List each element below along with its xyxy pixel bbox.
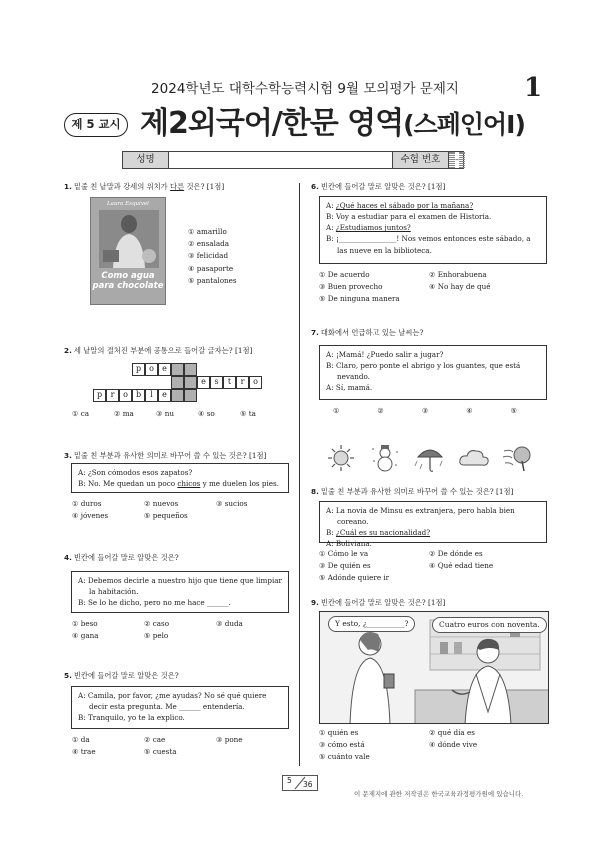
q5-choices [72, 734, 288, 758]
wind-tree-icon [502, 443, 536, 473]
q8-underlined-phrase: ¿Cuál es su nacionalidad? [336, 528, 431, 538]
exam-number-dash: – [455, 152, 460, 168]
q3-underlined-word: chicos [177, 479, 201, 489]
grid-cell: t [223, 376, 236, 389]
umbrella-rain-icon [413, 443, 447, 473]
q5-choice-2[interactable]: ② cae [144, 735, 166, 744]
q5-choice-1[interactable]: ① da [72, 735, 90, 744]
grid-cell: p [132, 363, 145, 376]
grid-cell: o [145, 363, 158, 376]
grid-blank-cell [171, 376, 184, 389]
q2-prompt: 2. 세 낱말의 결처진 부분에 공통으로 들어갈 글자는? [1점] [64, 346, 253, 355]
q2-choices [72, 408, 282, 420]
q9-choice-2[interactable]: ② qué día es [429, 728, 475, 737]
page-number: 1 [524, 73, 543, 103]
q3-line-b: B: No. Me quedan un poco chicos y me duelen los pies. [78, 479, 280, 489]
q7-choice-5[interactable]: ⑤ [510, 406, 518, 415]
exam-header-line: 2024학년도 대학수학능력시험 9월 모의평가 문제지 [151, 81, 459, 97]
book-cover-image [90, 197, 166, 305]
grid-blank-cell [184, 389, 197, 402]
q8-line-3: A: Boliviana. [326, 539, 372, 549]
q8-choice-5[interactable]: ⑤ Adónde quiere ir [319, 573, 390, 583]
q9-choices [319, 727, 539, 764]
q9-choice-1[interactable]: ① quién es [319, 728, 359, 737]
q6-line-2: B: Voy a estudiar para el examen de Historia. [326, 212, 492, 222]
q1-prompt: 1. 밑줄 친 낱말과 강세의 위치가 다른 것은? [1점] [64, 182, 225, 191]
q7-line-3: A: Sí, mamá. [326, 383, 373, 393]
book-photo [99, 210, 159, 268]
q4-line-b: B: Se lo he dicho, pero no me hace ______. [78, 598, 231, 608]
q8-line-2: B: ¿Cuál es su nacionalidad? [326, 528, 431, 538]
q2-choice-5[interactable]: ⑤ ta [240, 409, 256, 418]
q6-line-1: A: ¿Qué haces el sábado por la mañana? [326, 201, 474, 210]
q7-line-1: A: ¡Mamá! ¿Puedo salir a jugar? [326, 350, 444, 359]
q6-line-3: A: ¿Estudiamos juntos? [326, 223, 411, 233]
q4-choice-5[interactable]: ⑤ pelo [144, 631, 169, 641]
grid-blank-cell [171, 363, 184, 376]
book-author: Laura Esquivel [107, 201, 149, 207]
grid-cell: s [210, 376, 223, 389]
q3-choice-5[interactable]: ⑤ pequeños [144, 511, 188, 521]
grid-cell: e [197, 376, 210, 389]
q5-prompt: 5. 빈칸에 들어갈 말로 알맞은 것은? [64, 671, 179, 680]
speech-bubble-customer: Y esto, ¿__________? [328, 616, 415, 632]
q6-choice-5[interactable]: ⑤ De ninguna manera [319, 294, 400, 304]
grid-cell: r [236, 376, 249, 389]
q6-choices [319, 269, 539, 306]
q4-choice-2[interactable]: ② caso [144, 619, 170, 628]
q8-choice-3[interactable]: ③ De quién es [319, 561, 371, 571]
q7-line-2: B: Claro, pero ponte el abrigo y los guantes, que está nevando. [326, 361, 521, 382]
speech-bubble-clerk: Cuatro euros con noventa. [432, 617, 547, 633]
snowman-icon [368, 443, 402, 473]
q5-dialogue-box [71, 686, 289, 729]
q3-dialogue-box [71, 463, 289, 493]
q3-prompt: 3. 밑줄 친 부분과 유사한 의미로 바꾸어 쓸 수 있는 것은? [1점] [64, 451, 267, 460]
q8-choice-2[interactable]: ② De dónde es [429, 549, 483, 558]
q3-choices [72, 498, 288, 522]
exam-title-sub: (스페인어Ⅰ) [403, 110, 525, 139]
q8-line-1: A: La novia de Minsu es extranjera, pero habla bien coreano. [326, 506, 515, 527]
grid-blank-cell [171, 389, 184, 402]
q2-choice-2[interactable]: ② ma [114, 409, 134, 418]
exam-number-label: 수험 번호 [393, 152, 449, 168]
grid-cell: e [158, 363, 171, 376]
q1-choice-3[interactable]: ③ felicidad [188, 251, 229, 261]
q7-choice-4[interactable]: ④ [466, 406, 473, 415]
q7-choice-2[interactable]: ② [377, 406, 384, 415]
q2-choice-4[interactable]: ④ so [198, 409, 215, 418]
q6-choice-4[interactable]: ④ No hay de qué [429, 282, 491, 292]
q8-choices [319, 548, 539, 585]
q9-prompt: 9. 빈칸에 들어갈 말로 알맞은 것은? [1점] [311, 598, 446, 607]
q9-choice-4[interactable]: ④ dónde vive [429, 740, 478, 750]
q1-choice-1[interactable]: ① amarillo [188, 227, 227, 236]
exam-number-field[interactable] [449, 152, 463, 168]
q7-choice-1[interactable]: ① [333, 406, 340, 415]
grid-blank-cell [184, 376, 197, 389]
q8-choice-1[interactable]: ① Cómo le va [319, 549, 369, 558]
q7-prompt: 7. 대화에서 언급하고 있는 날씨는? [311, 328, 424, 337]
name-field[interactable] [169, 152, 393, 168]
q4-line-a: A: Debemos decirle a nuestro hijo que tiene que limpiar la habitación. [78, 576, 282, 597]
grid-cell: o [249, 376, 262, 389]
q1-choice-2[interactable]: ② ensalada [188, 239, 230, 249]
q4-choice-4[interactable]: ④ gana [72, 631, 99, 641]
q6-dialogue-box [319, 196, 547, 264]
grid-cell: b [132, 389, 145, 402]
name-and-number-row [122, 151, 464, 169]
q5-line-a: A: Camila, por favor, ¿me ayudas? No sé qué quiere decir esta pregunta. Me ______ entendería. [78, 691, 267, 712]
shop-illustration [319, 611, 549, 724]
period-badge: 제 5 교시 [64, 113, 128, 137]
grid-blank-cell [184, 363, 197, 376]
cloud-icon [457, 443, 491, 473]
q4-choice-3[interactable]: ③ duda [216, 619, 243, 628]
q2-choice-3[interactable]: ③ nu [156, 409, 174, 418]
grid-cell: r [106, 389, 119, 402]
q3-choice-1[interactable]: ① duros [72, 499, 102, 508]
grid-cell: l [145, 389, 158, 402]
q4-choices [72, 618, 288, 642]
exam-title [140, 104, 525, 145]
q1-choice-5[interactable]: ⑤ pantalones [188, 275, 237, 285]
q9-choice-5[interactable]: ⑤ cuánto vale [319, 752, 370, 762]
q8-choice-4[interactable]: ④ Qué edad tiene [429, 561, 494, 571]
q1-choice-4[interactable]: ④ pasaporte [188, 263, 234, 273]
copyright-notice: 이 문제지에 관한 저작권은 한국교육과정평가원에 있습니다. [354, 790, 524, 798]
q3-choice-3[interactable]: ③ sucios [216, 499, 248, 508]
q4-choice-1[interactable]: ① beso [72, 619, 98, 628]
q8-prompt: 8. 밑줄 친 부분과 유사한 의미로 바꾸어 쓸 수 있는 것은? [1점] [311, 487, 514, 496]
q7-choices [333, 405, 555, 417]
page-total: 36 [303, 780, 313, 789]
q8-dialogue-box [319, 501, 547, 549]
q6-line-4: B: ¡________________! Nos vemos entonces este sábado, a las nueve en la biblioteca. [326, 234, 531, 255]
q6-prompt: 6. 빈칸에 들어갈 말로 알맞은 것은? [1점] [311, 182, 446, 191]
sun-icon [324, 443, 358, 473]
grid-cell: e [158, 389, 171, 402]
q4-prompt: 4. 빈칸에 들어갈 말로 알맞은 것은? [64, 553, 179, 562]
q6-choice-1[interactable]: ① De acuerdo [319, 270, 370, 279]
q4-dialogue-box [71, 571, 289, 613]
q3-choice-2[interactable]: ② nuevos [144, 499, 179, 508]
q6-choice-2[interactable]: ② Enhorabuena [429, 270, 487, 279]
q3-line-a: A: ¿Son cómodos esos zapatos? [78, 468, 193, 477]
q6-choice-3[interactable]: ③ Buen provecho [319, 282, 383, 292]
q2-choice-1[interactable]: ① ca [72, 409, 90, 418]
grid-cell: p [93, 389, 106, 402]
q5-choice-4[interactable]: ④ trae [72, 747, 96, 757]
page-current: 5 [287, 776, 292, 785]
q5-line-b: B: Tranquilo, yo te la explico. [78, 713, 185, 723]
q5-choice-5[interactable]: ⑤ cuesta [144, 747, 177, 757]
column-divider [299, 183, 300, 766]
book-title: Como agua para chocolate [92, 271, 164, 291]
q7-dialogue-box [319, 345, 547, 400]
exam-title-main: 제2외국어/한문 영역 [140, 106, 404, 141]
q9-choice-3[interactable]: ③ cómo está [319, 740, 365, 750]
q1-choices [188, 226, 237, 287]
grid-cell: o [119, 389, 132, 402]
q5-choice-3[interactable]: ③ pone [216, 735, 243, 744]
q7-choice-3[interactable]: ③ [421, 406, 429, 415]
name-label: 성명 [123, 152, 169, 168]
q3-choice-4[interactable]: ④ jóvenes [72, 511, 109, 521]
page-counter [282, 775, 318, 791]
